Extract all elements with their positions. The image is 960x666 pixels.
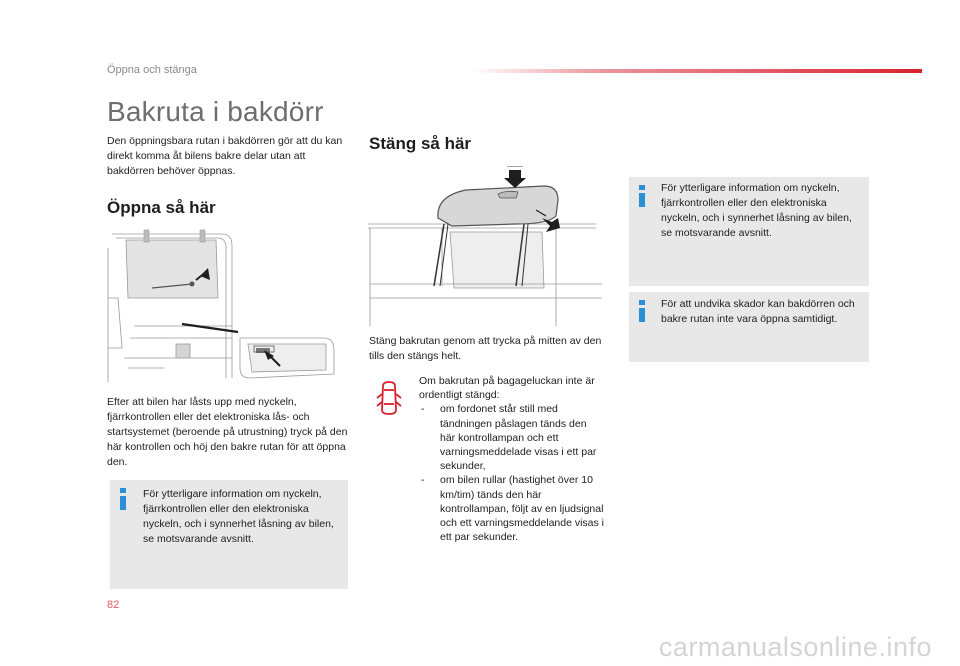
rear-door-control-illustration [104,228,350,382]
open-info-box [110,480,348,589]
header-accent-line [470,69,922,73]
section-header: Öppna och stänga [107,64,197,76]
open-paragraph: Efter att bilen har låsts upp med nyckeln, fjärrkontrollen eller det elektroniska lås- och startsystemet (beroende på utrustning) tryck på den här kontrollen och höj den bakre rutan för att öppna den. [107,396,348,468]
list-item: - om bilen rullar (hastighet över 10 km/tim) tänds den här kontrollampan, följt av en ljudsignal och ett varningsmeddelande visas i ett par sekunder. [421,474,605,544]
sidebar-info-box-damage [629,292,869,362]
page-title: Bakruta i bakdörr [107,96,324,127]
info-i-icon [635,300,649,322]
sidebar-info-text-2: För att undvika skador kan bakdörren och bakre rutan inte vara öppna samtidigt. [661,298,855,325]
info-i-icon [116,488,130,510]
warning-item-text: om bilen rullar (hastighet över 10 km/tim) tänds den här kontrollampan, följt av en ljudsignal och ett varningsmeddelande visas i ett par sekunder. [440,474,605,544]
open-heading: Öppna så här [107,198,216,217]
close-illustration [366,166,604,326]
page-number: 82 [107,599,120,611]
intro-paragraph: Den öppningsbara rutan i bakdörren gör att du kan direkt komma åt bilens bakre delar utan att bakdörren behöver öppnas. [107,135,343,177]
close-heading: Stäng så här [369,134,472,153]
car-door-open-warning-icon [375,380,403,416]
warning-item-text: om fordonet står still med tändningen påslagen tänds den här kontrollampan och ett varningsmeddelade visas i ett par sekunder, [440,403,597,473]
info-i-icon [635,185,649,207]
rear-window-close-illustration [366,166,604,326]
open-illustration [104,228,350,382]
warning-intro: Om bakrutan på bagageluckan inte är ordentligt stängd: [419,375,595,402]
warning-list [419,374,604,544]
watermark: carmanualsonline.info [658,632,932,662]
sidebar-info-text-1: För ytterligare information om nyckeln, fjärrkontrollen eller den elektroniska nyckeln, och i synnerhet låsning av bilen, se motsvarande avsnitt. [661,182,852,239]
close-paragraph: Stäng bakrutan genom att trycka på mitten av den tills den stängs helt. [369,335,602,362]
sidebar-info-box-key [629,177,869,286]
list-item: - om fordonet står still med tändningen påslagen tänds den här kontrollampan och ett varningsmeddelade visas i ett par sekunder, [421,403,597,473]
open-info-text: För ytterligare information om nyckeln, fjärrkontrollen eller den elektroniska nyckeln, och i synnerhet låsning av bilen, se motsvarande avsnitt. [143,488,334,545]
